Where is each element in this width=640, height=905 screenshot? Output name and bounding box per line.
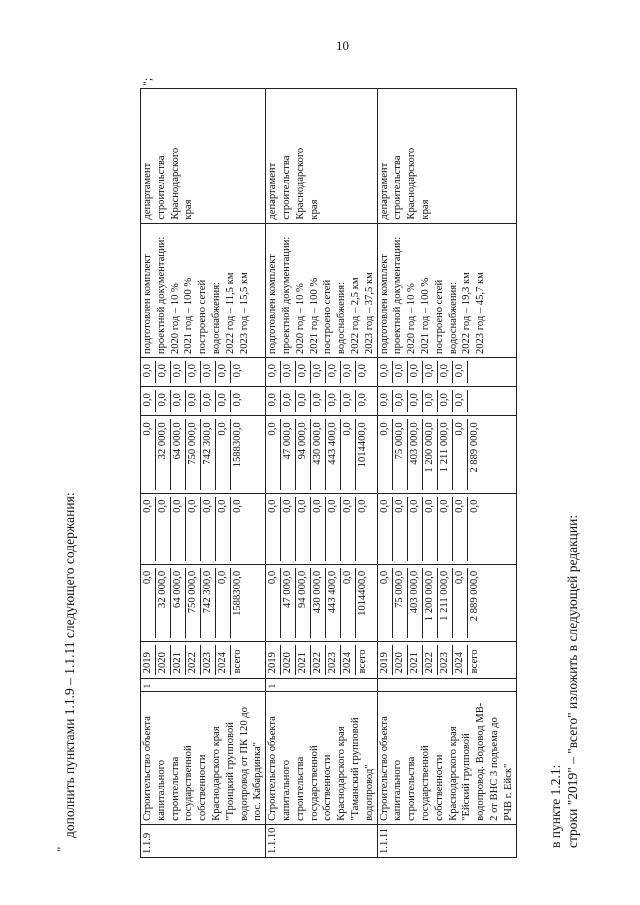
funding-value: 0,0 [357, 393, 369, 407]
funding-value: 0,0 [407, 497, 422, 561]
funding-value-list [266, 419, 370, 489]
item-name-line: Краснодарского края [210, 726, 222, 821]
funding-value: 0,0 [141, 361, 156, 383]
year-cell: 2020 [392, 645, 407, 675]
footer-line-1: в пункте 1.2.1: [548, 764, 563, 848]
funding-column [141, 387, 266, 416]
year-cell: 2020 [156, 645, 171, 675]
funding-value: 0,0 [216, 497, 231, 561]
funding-value: 32 000,0 [156, 568, 171, 638]
expected-result-line: водоснабжения: [447, 281, 459, 355]
item-name-line: государственной [308, 745, 320, 821]
item-name-line: строительства [406, 756, 418, 821]
funding-column [377, 416, 516, 493]
funding-value: 2 889 000,0 [468, 570, 480, 622]
funding-value: 1 200 000,0 [422, 568, 437, 638]
closing-mark: "; [140, 77, 154, 86]
funding-column [266, 358, 377, 387]
funding-value: 0,0 [216, 419, 231, 489]
funding-value: 0,0 [156, 497, 171, 561]
funding-value: 0,0 [296, 390, 311, 412]
funding-value: 0,0 [232, 393, 243, 407]
funding-value: 430 000,0 [311, 568, 326, 638]
item-name-line: пос. Кабардинка" [252, 742, 264, 821]
funding-value: 0,0 [357, 499, 369, 513]
funding-value: 0,0 [281, 390, 296, 412]
year-cell: 2019 [141, 645, 156, 675]
year-cell: 2022 [422, 645, 437, 675]
expected-result-line: водоснабжения: [336, 281, 348, 355]
funding-value: 47 000,0 [281, 419, 296, 489]
executor-line: Краснодарского [406, 147, 418, 220]
year-cell: 2021 [171, 645, 186, 675]
year-cell: 2021 [296, 645, 311, 675]
item-name-line: Краснодарского края [447, 726, 459, 821]
item-name [141, 692, 266, 825]
year-cell: 2022 [311, 645, 326, 675]
year-column [141, 642, 266, 679]
funding-value: 1588300,0 [232, 570, 243, 616]
intro-text: дополнить пунктами 1.1.9 – 1.1.11 следующего содержания: [62, 492, 77, 838]
item-number-text: 1.1.9 [142, 832, 153, 854]
item-name-line: РЧВ г. Ейск" [502, 763, 514, 821]
funding-value-list [266, 361, 370, 383]
expected-result-line: подготовлен комплект [267, 254, 279, 355]
item-name-line: Строительство объекта [267, 716, 279, 821]
funding-value: 1014400,0 [357, 570, 369, 616]
funding-column [141, 493, 266, 564]
funding-value: 0,0 [311, 497, 326, 561]
year-column [266, 642, 377, 679]
year-cell: 2023 [326, 645, 341, 675]
expected-result-line: 2023 год – 45,7 км [475, 272, 487, 355]
funding-value: 94 000,0 [296, 419, 311, 489]
funding-value: 0,0 [201, 390, 216, 412]
intro-open-quote: " [54, 846, 69, 852]
year-cell: 2024 [216, 645, 231, 675]
expected-result [377, 223, 516, 358]
executor-line: департамент [142, 162, 153, 220]
executor [377, 89, 516, 224]
funding-value: 32 000,0 [156, 419, 171, 489]
funding-value-list [266, 497, 370, 561]
executor-line: департамент [378, 162, 390, 220]
funding-value-list [378, 419, 482, 489]
funding-value: 1588300,0 [232, 422, 243, 468]
expected-result-line: 2022 год – 2,5 км [349, 277, 361, 355]
funding-value: 0,0 [141, 568, 156, 638]
funding-value: 0,0 [232, 364, 243, 378]
expected-result-line: 2022 год – 19,3 км [461, 272, 473, 355]
program-table [140, 88, 517, 858]
funding-value: 94 000,0 [296, 568, 311, 638]
executor-line: Краснодарского [169, 147, 181, 220]
item-name-line: Краснодарского края [336, 726, 348, 821]
year-cell: всего [357, 649, 369, 674]
funding-value: 0,0 [422, 361, 437, 383]
expected-result-line: 2021 год – 100 % [419, 277, 431, 355]
funding-value-list [266, 568, 370, 638]
funding-value-list [266, 390, 370, 412]
expected-result-line: 2020 год – 10 % [406, 283, 418, 355]
funding-value: 750 000,0 [186, 419, 201, 489]
funding-value: 2 889 000,0 [468, 422, 480, 473]
funding-value: 0,0 [437, 361, 452, 383]
item-name-line: "Троицкий групповой [224, 722, 236, 821]
item-number [377, 824, 516, 857]
item-name-line: строительства [294, 756, 306, 821]
funding-column [141, 358, 266, 387]
funding-column [266, 387, 377, 416]
year-cell-list [266, 645, 370, 675]
item-name [266, 692, 377, 825]
item-name-line: водопровод" [363, 764, 375, 821]
funding-value: 0,0 [341, 419, 356, 489]
funding-value: 0,0 [392, 361, 407, 383]
funding-value: 0,0 [141, 390, 156, 412]
funding-value: 443 400,0 [326, 419, 341, 489]
funding-value: 1 211 000,0 [437, 419, 452, 489]
funding-column [377, 564, 516, 641]
expected-result-line: построено сетей [322, 279, 334, 355]
expected-result-line: 2023 год – 15,5 км [238, 272, 250, 355]
expected-result-line: 2020 год – 10 % [169, 283, 181, 355]
item-flag [266, 679, 377, 692]
funding-value: 0,0 [341, 497, 356, 561]
funding-value: 75 000,0 [392, 568, 407, 638]
funding-value: 0,0 [266, 568, 281, 638]
item-number-text: 1.1.10 [267, 827, 279, 854]
executor-line: департамент [267, 162, 279, 220]
funding-column [266, 493, 377, 564]
funding-value: 0,0 [216, 568, 231, 638]
funding-value: 0,0 [452, 390, 467, 412]
executor-line: строительства [392, 155, 404, 220]
expected-result-line: построено сетей [197, 279, 209, 355]
funding-value-list [378, 390, 482, 412]
funding-value: 0,0 [171, 390, 186, 412]
expected-result-line: подготовлен комплект [378, 254, 390, 355]
funding-value: 0,0 [378, 361, 393, 383]
executor [141, 89, 266, 224]
funding-value: 0,0 [311, 390, 326, 412]
funding-value: 0,0 [186, 361, 201, 383]
table-row [377, 89, 516, 858]
funding-value-list [141, 390, 245, 412]
funding-value: 430 000,0 [311, 419, 326, 489]
expected-result-line: водоснабжения: [210, 281, 222, 355]
item-flag-text: 1 [142, 683, 152, 689]
funding-value: 0,0 [326, 497, 341, 561]
funding-value [467, 390, 482, 412]
funding-value: 403 000,0 [407, 568, 422, 638]
funding-value: 0,0 [266, 361, 281, 383]
funding-value: 0,0 [296, 497, 311, 561]
funding-column [141, 564, 266, 641]
year-cell: 2019 [266, 645, 281, 675]
year-cell: 2023 [201, 645, 216, 675]
item-name-line: 2 от ВНС 3 подъема до [488, 717, 500, 821]
year-cell: 2021 [407, 645, 422, 675]
expected-result-line: 2023 год – 37,5 км [363, 272, 375, 355]
funding-value: 403 000,0 [407, 419, 422, 489]
funding-column [377, 387, 516, 416]
year-cell: 2024 [452, 645, 467, 675]
funding-value: 47 000,0 [281, 568, 296, 638]
funding-value: 0,0 [452, 497, 467, 561]
funding-value-list [141, 497, 245, 561]
funding-value: 0,0 [216, 390, 231, 412]
item-name-line: "Таманский групповой [349, 717, 361, 821]
item-name-line: Строительство объекта [378, 716, 390, 821]
executor-line: края [183, 199, 195, 220]
year-cell: 2024 [341, 645, 356, 675]
funding-value: 0,0 [437, 497, 452, 561]
funding-value: 0,0 [201, 497, 216, 561]
funding-value-list [141, 361, 245, 383]
funding-value: 0,0 [171, 497, 186, 561]
item-name-line: государственной [183, 745, 195, 821]
table-row [141, 89, 266, 858]
executor-line: строительства [280, 155, 292, 220]
rotated-page-content [54, 58, 594, 858]
executor-line: Краснодарского [294, 147, 306, 220]
item-name-line: собственности [433, 754, 445, 821]
item-name-line: водопровод. Водовод МВ- [475, 702, 487, 821]
funding-value: 0,0 [141, 497, 156, 561]
expected-result-line: построено сетей [433, 279, 445, 355]
expected-result-line: 2020 год – 10 % [294, 283, 306, 355]
funding-value: 0,0 [452, 568, 467, 638]
funding-value: 0,0 [281, 361, 296, 383]
funding-value: 0,0 [266, 390, 281, 412]
funding-value: 1014400,0 [357, 422, 369, 468]
funding-column [377, 493, 516, 564]
funding-value: 0,0 [378, 390, 393, 412]
funding-value: 0,0 [186, 390, 201, 412]
funding-value: 0,0 [311, 361, 326, 383]
funding-value: 0,0 [407, 361, 422, 383]
funding-column [377, 358, 516, 387]
item-flag [141, 679, 266, 692]
funding-value: 0,0 [296, 361, 311, 383]
expected-result-line: проектной документации: [155, 236, 167, 355]
expected-result [266, 223, 377, 358]
funding-value: 0,0 [266, 497, 281, 561]
funding-value: 0,0 [452, 361, 467, 383]
expected-result-line: проектной документации: [280, 236, 292, 355]
expected-result [141, 223, 266, 358]
funding-column [266, 564, 377, 641]
funding-value: 0,0 [422, 390, 437, 412]
funding-value: 0,0 [201, 361, 216, 383]
item-name-line: водопровод от ПК 120 до [238, 707, 250, 821]
funding-value: 0,0 [357, 364, 369, 378]
funding-value: 1 200 000,0 [422, 419, 437, 489]
year-cell: 2019 [378, 645, 393, 675]
item-flag-text: 1 [267, 683, 278, 689]
funding-column [266, 416, 377, 493]
funding-value: 0,0 [141, 419, 156, 489]
expected-result-line: 2022 год – 11,5 км [224, 272, 236, 355]
expected-result-line: проектной документации: [392, 236, 404, 355]
expected-result-line: 2021 год – 100 % [183, 277, 195, 355]
funding-value: 0,0 [341, 361, 356, 383]
funding-value-list [141, 568, 245, 638]
funding-value [467, 361, 482, 383]
funding-value: 742 300,0 [201, 419, 216, 489]
footer-line-2: строки "2019" – "всего" изложить в следующей редакции: [565, 514, 580, 848]
funding-value: 0,0 [341, 390, 356, 412]
year-cell: 2023 [437, 645, 452, 675]
executor-line: края [308, 199, 320, 220]
funding-value: 0,0 [392, 390, 407, 412]
funding-value: 742 300,0 [201, 568, 216, 638]
item-number [266, 824, 377, 857]
item-name-line: собственности [197, 754, 209, 821]
funding-value: 443 400,0 [326, 568, 341, 638]
funding-value: 0,0 [407, 390, 422, 412]
item-name-line: капитального [155, 759, 167, 821]
item-number-text: 1.1.11 [378, 827, 390, 854]
item-name-line: капитального [280, 759, 292, 821]
table-row [266, 89, 377, 858]
funding-value: 0,0 [422, 497, 437, 561]
funding-value: 0,0 [378, 568, 393, 638]
funding-value: 0,0 [378, 497, 393, 561]
funding-value-list [378, 568, 482, 638]
funding-value-list [378, 361, 482, 383]
funding-value: 75 000,0 [392, 419, 407, 489]
funding-value: 0,0 [186, 497, 201, 561]
item-name-line: капитального [392, 759, 404, 821]
funding-value: 0,0 [452, 419, 467, 489]
year-cell: 2022 [186, 645, 201, 675]
funding-value: 0,0 [468, 499, 480, 513]
funding-value: 0,0 [392, 497, 407, 561]
expected-result-line: подготовлен комплект [142, 254, 153, 355]
executor-line: края [419, 199, 431, 220]
funding-value-list [141, 419, 245, 489]
year-cell: 2020 [281, 645, 296, 675]
item-name-line: Строительство объекта [142, 716, 153, 821]
year-cell-list [378, 645, 482, 675]
year-column [377, 642, 516, 679]
funding-value: 0,0 [378, 419, 393, 489]
funding-value: 1 211 000,0 [437, 568, 452, 638]
page-number: 10 [336, 38, 349, 53]
funding-value: 0,0 [341, 568, 356, 638]
item-flag [377, 679, 516, 692]
funding-value: 0,0 [326, 390, 341, 412]
funding-value: 750 000,0 [186, 568, 201, 638]
funding-value: 0,0 [281, 497, 296, 561]
funding-value: 64 000,0 [171, 419, 186, 489]
funding-value: 0,0 [232, 499, 243, 513]
funding-value: 64 000,0 [171, 568, 186, 638]
funding-value: 0,0 [216, 361, 231, 383]
item-number [141, 824, 266, 857]
funding-value: 0,0 [156, 390, 171, 412]
funding-value: 0,0 [266, 419, 281, 489]
funding-column [141, 416, 266, 493]
year-cell-list [141, 645, 245, 675]
funding-value-list [378, 497, 482, 561]
item-name-line: государственной [419, 745, 431, 821]
funding-value: 0,0 [326, 361, 341, 383]
item-name-line: строительства [169, 756, 181, 821]
item-name [377, 692, 516, 825]
funding-value: 0,0 [437, 390, 452, 412]
expected-result-line: 2021 год – 100 % [308, 277, 320, 355]
item-name-line: "Ейский групповой [461, 733, 473, 821]
executor-line: строительства [155, 155, 167, 220]
item-name-line: собственности [322, 754, 334, 821]
funding-value: 0,0 [171, 361, 186, 383]
year-cell: всего [232, 649, 243, 674]
executor [266, 89, 377, 224]
year-cell: всего [468, 649, 480, 674]
funding-value: 0,0 [156, 361, 171, 383]
